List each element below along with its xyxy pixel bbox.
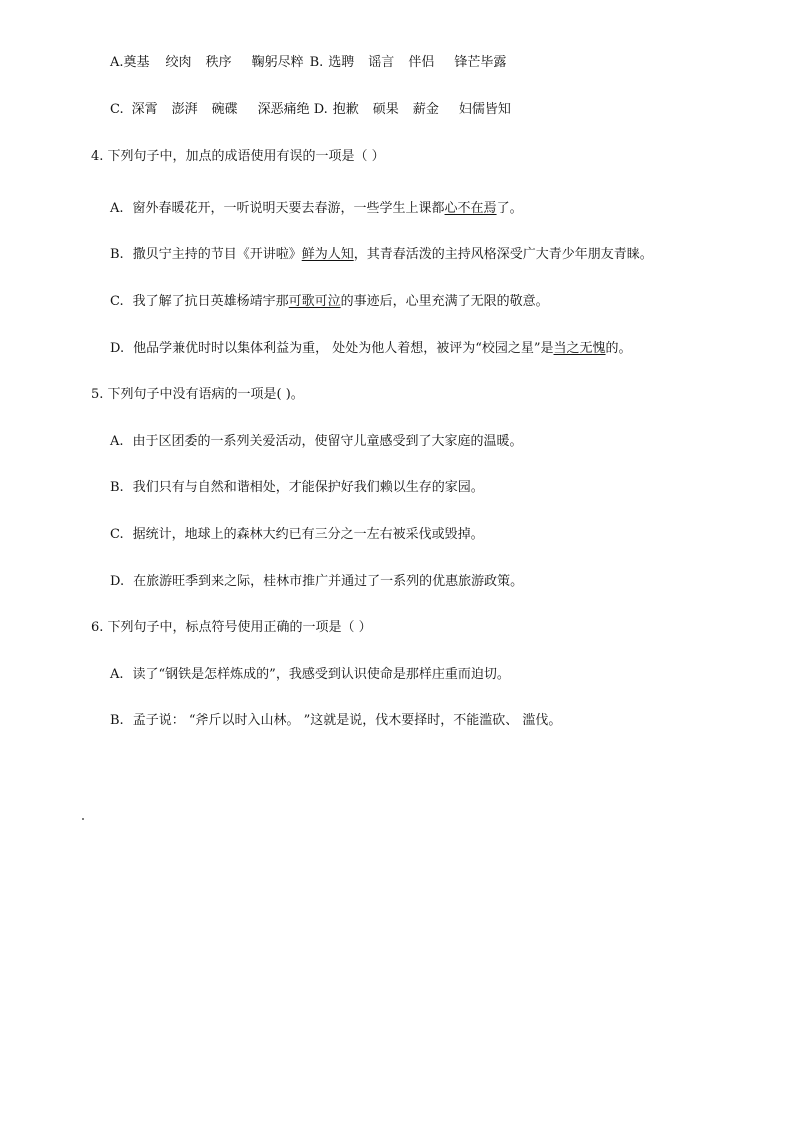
option-text-end: 了。 [496,201,523,216]
question-4-option-a [110,200,523,218]
option-label: A. [110,434,124,449]
option-c-word-1: 深霄 [131,102,158,117]
option-d-word-1: 抱歉 [332,102,359,117]
option-d-word-3: 薪金 [412,102,439,117]
option-label: A. [110,201,124,216]
underlined-idiom: 鲜为人知 [301,247,354,262]
question-6-option-a [110,666,510,684]
option-d-word-2: 硕果 [372,102,399,117]
option-label: D. [110,341,125,356]
underlined-idiom: 心不在焉 [444,201,497,216]
option-label: C. [110,294,124,309]
option-a-word-4: 鞠躬尽粹 [251,55,304,70]
option-text: 据统计，地球上的森林大约已有三分之一左右被采伐或毁掉。 [132,527,484,542]
option-text: 孟子说： “斧斤以时入山林。 ”这就是说，伐木要择时，不能滥砍、 滥伐。 [132,713,562,728]
option-text-end: ，其青春活泼的主持风格深受广大青少年朋友青睐。 [353,247,653,262]
option-c-word-2: 澎湃 [171,102,198,117]
option-text: 我了解了抗日英雄杨靖宇那 [132,294,289,309]
option-b-word-4: 锋芒毕露 [454,55,507,70]
question-5-option-a [110,433,523,451]
option-text: 由于区团委的一系列关爱活动，使留守儿童感受到了大家庭的温暖。 [132,434,523,449]
option-b-word-2: 谣言 [368,55,395,70]
option-b-label: B. [309,55,324,70]
option-a-label: A. [110,55,124,70]
option-a-word-1: 奠基 [123,55,150,70]
option-d-word-4: 妇儒皆知 [458,102,511,117]
question-4-option-d [110,340,632,358]
question-4-option-c [110,293,549,311]
option-label: D. [110,574,125,589]
option-c-word-4: 深恶痛绝 [257,102,310,117]
option-a-word-2: 绞肉 [165,55,192,70]
question-5-option-b [110,479,484,497]
option-text-end: 的事迹后，心里充满了无限的敬意。 [340,294,549,309]
underlined-idiom: 当之无愧 [553,341,606,356]
option-c-word-3: 碗碟 [211,102,238,117]
option-text: 在旅游旺季到来之际，桂林市推广并通过了一系列的优惠旅游政策。 [133,574,524,589]
option-b-word-3: 伴侣 [408,55,435,70]
question-4-stem: 4. 下列句子中，加点的成语使用有误的一项是（ ） [91,149,385,164]
option-text: 窗外春暖花开，一听说明天要去春游，一些学生上课都 [132,201,445,216]
option-label: B. [110,480,124,495]
question-6-stem: 6. 下列句子中，标点符号使用正确的一项是（ ） [91,620,372,635]
option-b-word-1: 选聘 [328,55,355,70]
option-label: B. [110,247,124,262]
option-label: A. [110,667,124,682]
option-label: C. [110,527,124,542]
question-5-option-c [110,526,484,544]
option-row-cd [110,101,511,119]
option-row-ab [110,54,506,72]
question-5-option-d [110,573,523,591]
option-text: 读了“钢铁是怎样炼成的”，我感受到认识使命是那样庄重而迫切。 [132,667,510,682]
underlined-idiom: 可歌可泣 [288,294,341,309]
option-a-word-3: 秩序 [205,55,232,70]
option-label: B. [110,713,124,728]
option-text: 撒贝宁主持的节目《开讲啦》 [132,247,302,262]
option-text-end: 的。 [605,341,632,356]
option-text: 他品学兼优时时以集体利益为重， 处处为他人着想，被评为“校园之星”是 [133,341,554,356]
question-5-stem: 5. 下列句子中没有语病的一项是( )。 [91,387,304,402]
option-d-label: D. [313,102,328,117]
question-6-option-b [110,712,561,730]
stray-mark [82,818,84,820]
option-c-label: C. [110,102,124,117]
question-4-option-b [110,246,653,264]
option-text: 我们只有与自然和谐相处，才能保护好我们赖以生存的家园。 [132,480,484,495]
